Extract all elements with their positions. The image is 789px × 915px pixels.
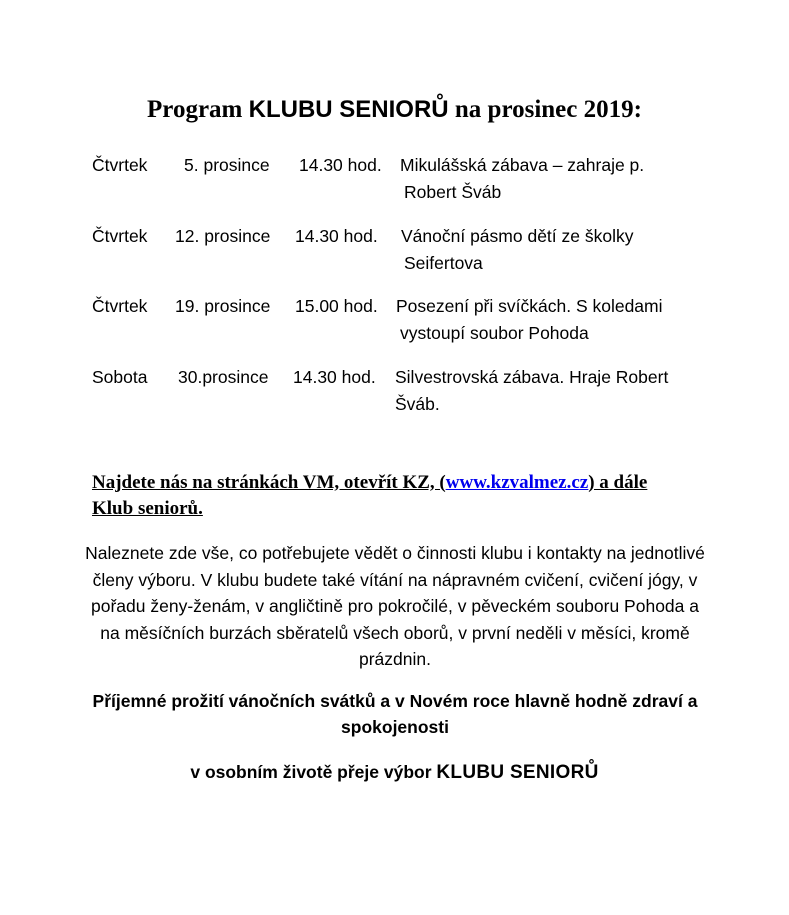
event-time: 14.30 hod. bbox=[299, 155, 382, 175]
event-date: 19. prosince bbox=[175, 296, 271, 316]
event-day: Čtvrtek bbox=[92, 155, 148, 175]
event-day: Čtvrtek bbox=[92, 296, 148, 316]
event-time: 14.30 hod. bbox=[295, 226, 378, 246]
event-date: 5. prosince bbox=[184, 155, 270, 175]
event-description-cont: Robert Šváb bbox=[404, 182, 502, 202]
title-club-name: KLUBU SENIORŮ bbox=[248, 96, 449, 123]
event-description-cont: Seifertova bbox=[404, 253, 483, 273]
event-date: 12. prosince bbox=[175, 226, 271, 246]
event-time: 14.30 hod. bbox=[293, 367, 376, 387]
signature-line bbox=[0, 762, 789, 784]
event-description: Silvestrovská zábava. Hraje Robert bbox=[395, 367, 669, 387]
event-date: 30.prosince bbox=[178, 367, 269, 387]
event-day: Čtvrtek bbox=[92, 226, 148, 246]
event-description-cont: Šváb. bbox=[395, 394, 440, 414]
club-info-paragraph: Naleznete zde vše, co potřebujete vědět o činnosti klubu i kontakty na jednotlivé členy výboru. V klubu budete také vítání na nápravném cvičení, cvičení jógy, v pořadu ženy-ženám, v angličtině pro pokročilé, v pěveckém souboru Pohoda a na měsíčních burzách sběratelů všech oborů, v první neděli v měsíci, kromě prázdnin. bbox=[85, 543, 705, 669]
signature-club-name: KLUBU SENIORŮ bbox=[436, 762, 599, 783]
event-description: Mikulášská zábava – zahraje p. bbox=[400, 155, 645, 175]
holiday-wish: Příjemné prožití vánočních svátků a v Novém roce hlavně hodně zdraví a spokojenosti bbox=[92, 691, 698, 737]
website-info-text: Najdete nás na stránkách VM, otevřít KZ, ( bbox=[92, 472, 446, 493]
event-row bbox=[0, 363, 789, 419]
event-row bbox=[0, 151, 789, 207]
title-prefix: Program bbox=[147, 96, 249, 123]
page-title bbox=[0, 96, 789, 124]
website-info bbox=[92, 470, 692, 522]
event-row bbox=[0, 222, 789, 278]
event-row bbox=[0, 292, 789, 348]
event-description: Posezení při svíčkách. S koledami bbox=[396, 296, 663, 316]
signature-text: v osobním životě přeje výbor bbox=[190, 762, 437, 782]
event-description: Vánoční pásmo dětí ze školky bbox=[401, 226, 634, 246]
website-info-text-end: ) a dále Klub seniorů. bbox=[92, 472, 648, 519]
event-time: 15.00 hod. bbox=[295, 296, 378, 316]
title-suffix: na prosinec 2019: bbox=[448, 96, 642, 123]
event-description-cont: vystoupí soubor Pohoda bbox=[400, 323, 589, 343]
event-day: Sobota bbox=[92, 367, 148, 387]
website-link[interactable]: www.kzvalmez.cz bbox=[445, 472, 589, 493]
